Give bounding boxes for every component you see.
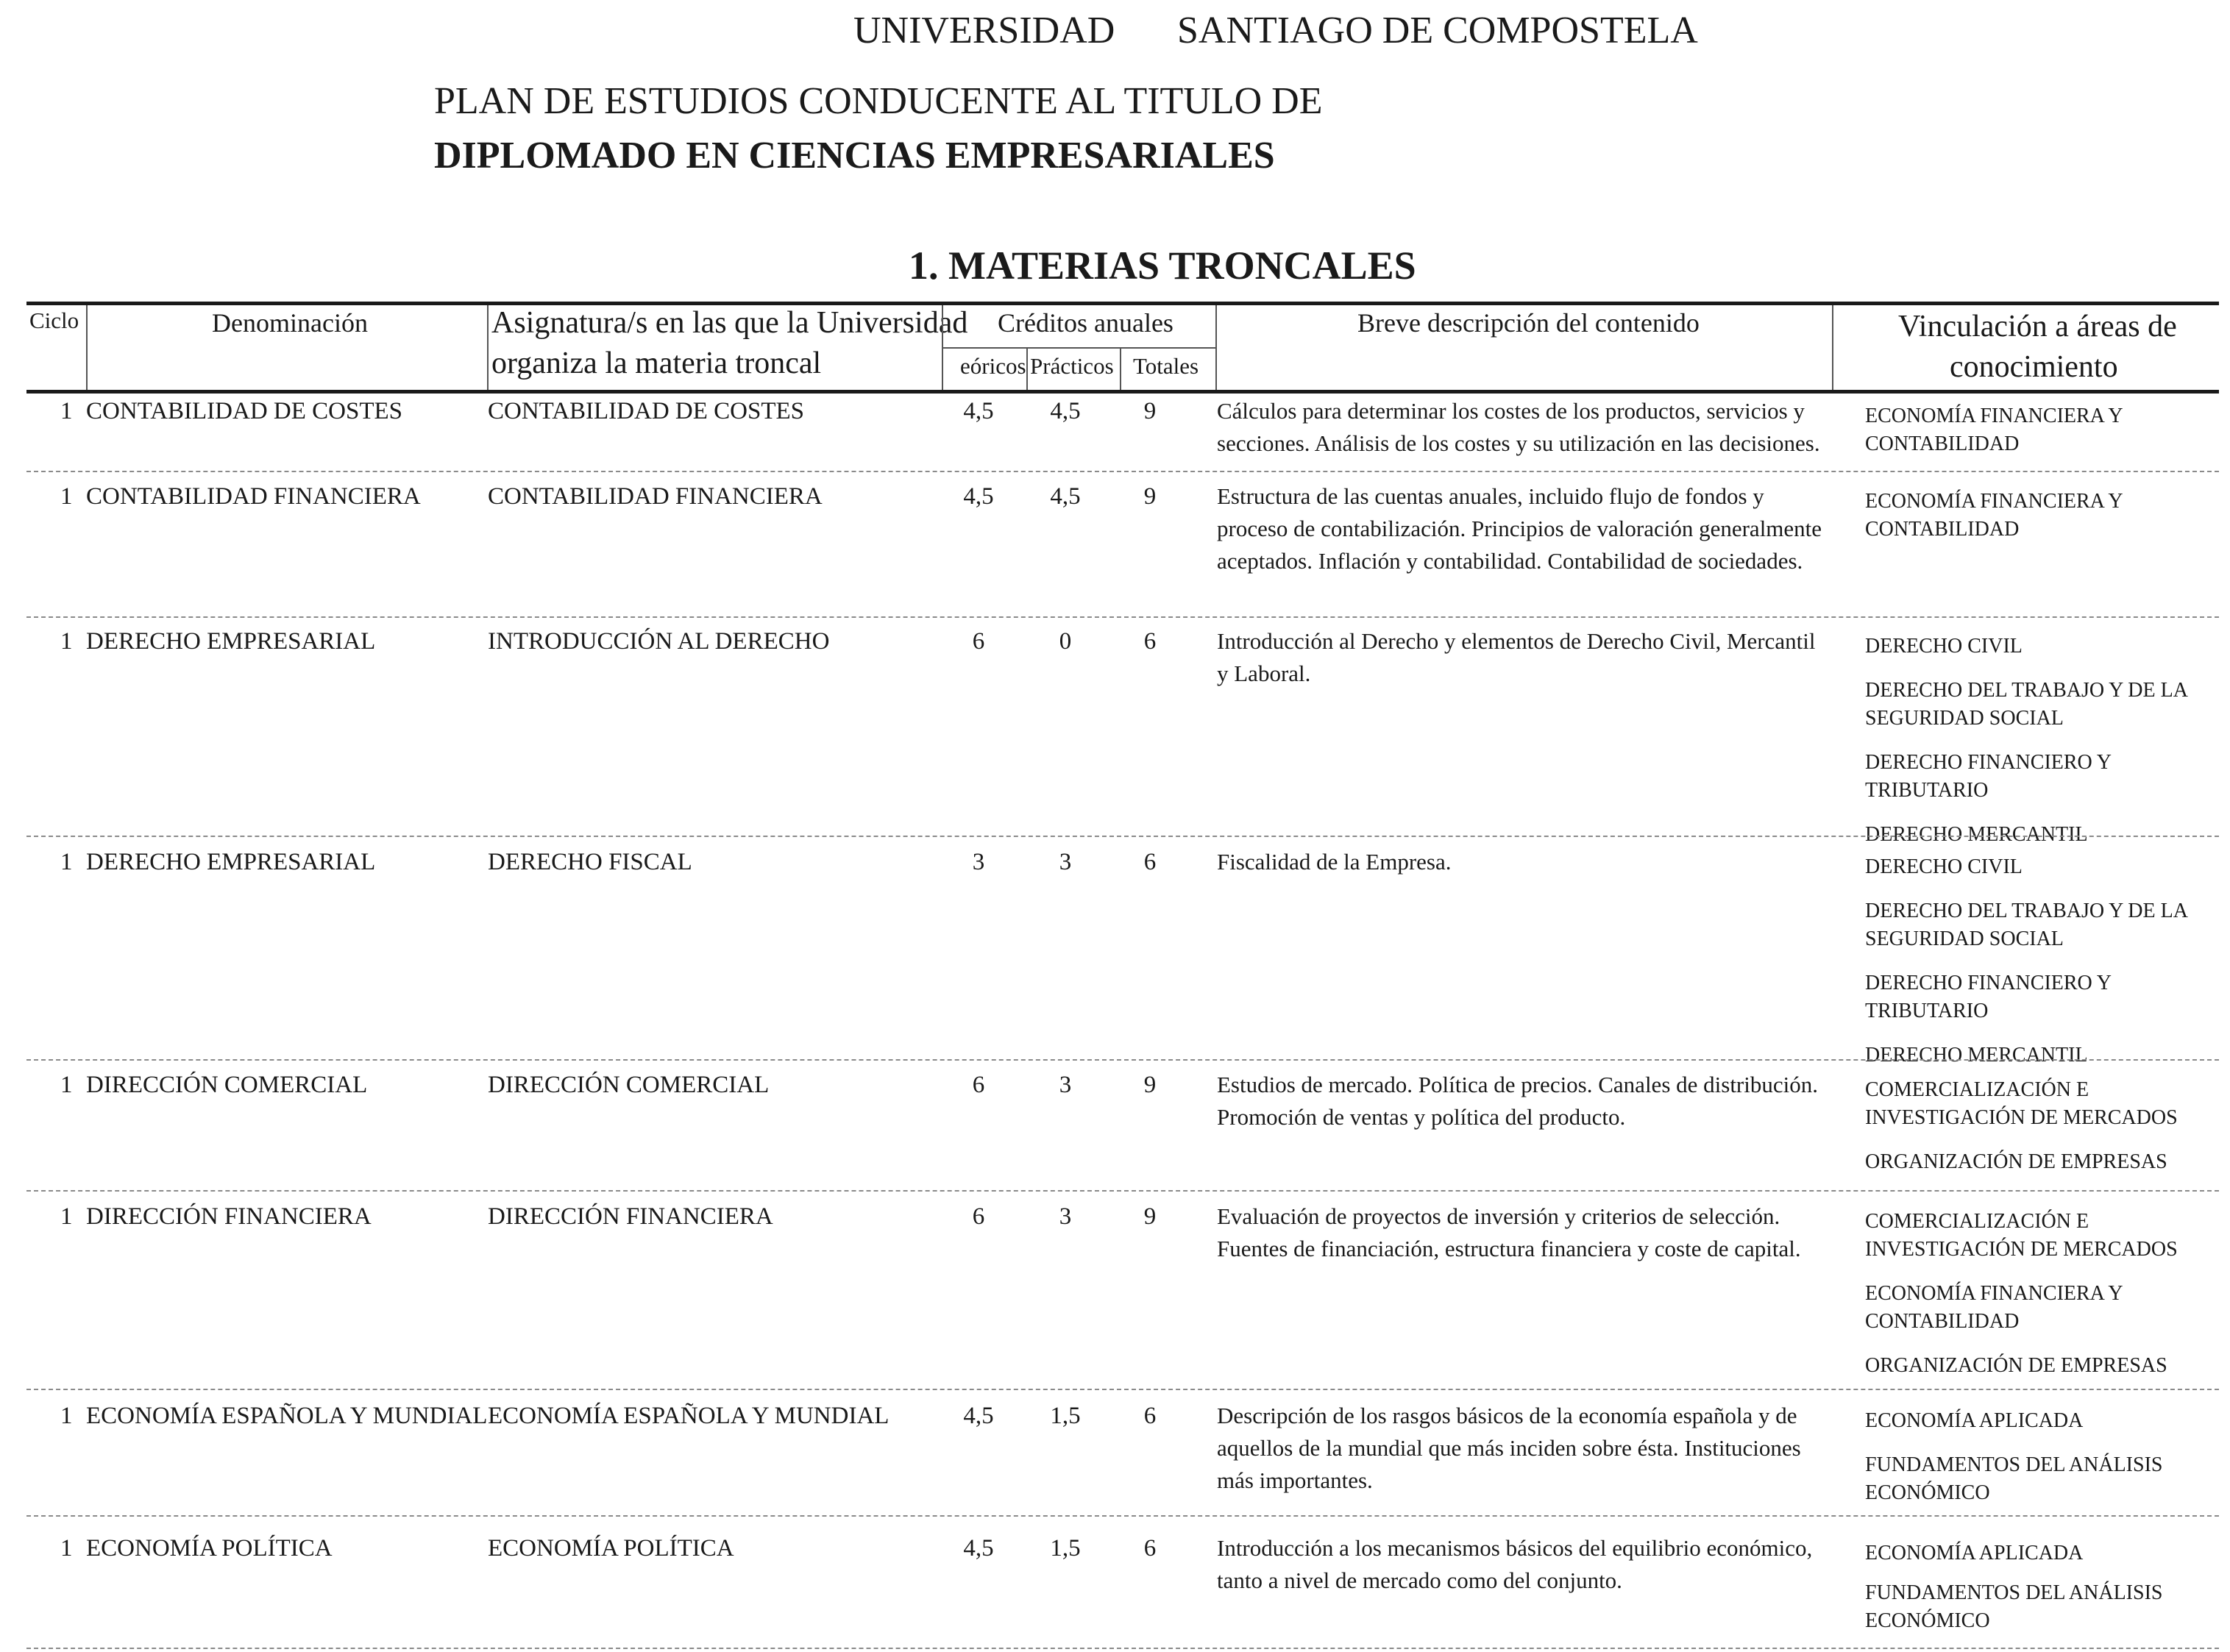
row-descripcion: Descripción de los rasgos básicos de la economía española y de aquellos de la mundial que más inciden sobre ésta. Instituciones más importantes. xyxy=(1217,1403,1801,1493)
row-denominacion: CONTABILIDAD FINANCIERA xyxy=(86,483,421,510)
row-descripcion: Introducción a los mecanismos básicos del equilibrio económico, tanto a nivel de mercado como del conjunto. xyxy=(1217,1535,1813,1593)
row-asignatura: DIRECCIÓN FINANCIERA xyxy=(488,1203,773,1230)
row-denominacion: ECONOMÍA POLÍTICA xyxy=(86,1535,333,1562)
row-separator xyxy=(26,471,2219,472)
area-item: ECONOMÍA FINANCIERA Y CONTABILIDAD xyxy=(1865,405,2123,455)
header-teoricos: eóricos xyxy=(960,353,1026,379)
row-asignatura: ECONOMÍA ESPAÑOLA Y MUNDIAL xyxy=(488,1403,889,1429)
row-ciclo: 1 xyxy=(60,1203,73,1230)
area-item: DERECHO FINANCIERO Y TRIBUTARIO xyxy=(1865,972,2111,1022)
row-practicos: 0 xyxy=(1059,628,1072,655)
area-item: DERECHO DEL TRABAJO Y DE LA SEGURIDAD SOCIAL xyxy=(1865,900,2187,950)
row-descripcion: Estudios de mercado. Política de precios. Canales de distribución. Promoción de ventas y política del producto. xyxy=(1217,1072,1818,1130)
row-teoricos: 4,5 xyxy=(963,483,994,510)
area-item: FUNDAMENTOS DEL ANÁLISIS ECONÓMICO xyxy=(1865,1581,2163,1632)
row-denominacion: DIRECCIÓN COMERCIAL xyxy=(86,1072,368,1098)
row-areas xyxy=(1865,1076,2226,1192)
area-item: DERECHO MERCANTIL xyxy=(1865,823,2088,846)
row-practicos: 4,5 xyxy=(1050,483,1081,510)
header-practicos: Prácticos xyxy=(1030,353,1114,379)
section-title: 1. MATERIAS TRONCALES xyxy=(909,243,1416,288)
row-teoricos: 6 xyxy=(972,1203,985,1230)
row-teoricos: 4,5 xyxy=(963,1403,994,1429)
row-separator xyxy=(26,1389,2219,1390)
row-totales: 6 xyxy=(1143,1535,1157,1562)
row-ciclo: 1 xyxy=(60,483,73,510)
area-item: ECONOMÍA FINANCIERA Y CONTABILIDAD xyxy=(1865,490,2123,541)
area-item: DERECHO CIVIL xyxy=(1865,855,2023,878)
row-descripcion: Introducción al Derecho y elementos de Derecho Civil, Mercantil y Laboral. xyxy=(1217,628,1816,686)
row-practicos: 1,5 xyxy=(1050,1535,1081,1562)
header-divider xyxy=(86,305,88,390)
area-item: ECONOMÍA APLICADA xyxy=(1865,1542,2084,1564)
header-divider xyxy=(1832,305,1833,390)
header-creditos: Créditos anuales xyxy=(998,308,1173,338)
row-teoricos: 3 xyxy=(972,849,985,875)
header-denominacion: Denominación xyxy=(212,308,368,338)
area-item: FUNDAMENTOS DEL ANÁLISIS ECONÓMICO xyxy=(1865,1453,2163,1504)
row-practicos: 3 xyxy=(1059,1072,1072,1098)
header-ciclo: Ciclo xyxy=(29,307,79,333)
row-practicos: 1,5 xyxy=(1050,1403,1081,1429)
row-areas xyxy=(1865,402,2226,474)
university-label: UNIVERSIDAD xyxy=(853,10,1115,51)
row-totales: 9 xyxy=(1143,483,1157,510)
area-item: ORGANIZACIÓN DE EMPRESAS xyxy=(1865,1150,2167,1173)
area-item: ECONOMÍA APLICADA xyxy=(1865,1409,2084,1432)
row-asignatura: CONTABILIDAD DE COSTES xyxy=(488,398,805,424)
header-divider xyxy=(1215,305,1217,390)
header-creditos-underline xyxy=(942,347,1215,349)
row-asignatura: DIRECCIÓN COMERCIAL xyxy=(488,1072,770,1098)
row-ciclo: 1 xyxy=(60,628,73,655)
row-areas xyxy=(1865,1208,2226,1396)
area-item: ORGANIZACIÓN DE EMPRESAS xyxy=(1865,1354,2167,1377)
row-separator xyxy=(26,1190,2219,1192)
row-descripcion: Estructura de las cuentas anuales, incluido flujo de fondos y proceso de contabilización. Principios de valoración generalmente aceptados. Inflación y contabilidad. Contabilidad de sociedades. xyxy=(1217,483,1822,574)
table-top-rule xyxy=(26,302,2219,305)
area-item: ECONOMÍA FINANCIERA Y CONTABILIDAD xyxy=(1865,1282,2123,1333)
row-practicos: 3 xyxy=(1059,1203,1072,1230)
area-item: COMERCIALIZACIÓN E INVESTIGACIÓN DE MERCADOS xyxy=(1865,1210,2178,1261)
row-separator xyxy=(26,836,2219,837)
row-ciclo: 1 xyxy=(60,849,73,875)
header-asignatura-line1: Asignatura/s en las que la Universidad xyxy=(491,306,968,340)
row-totales: 9 xyxy=(1143,1072,1157,1098)
row-asignatura: CONTABILIDAD FINANCIERA xyxy=(488,483,823,510)
row-ciclo: 1 xyxy=(60,1072,73,1098)
header-asignatura-line2: organiza la materia troncal xyxy=(491,346,822,380)
degree-title: DIPLOMADO EN CIENCIAS EMPRESARIALES xyxy=(434,135,1275,177)
row-areas xyxy=(1865,1539,2226,1635)
row-descripcion: Fiscalidad de la Empresa. xyxy=(1217,849,1452,875)
row-separator xyxy=(26,616,2219,618)
row-ciclo: 1 xyxy=(60,398,73,424)
row-descripcion: Evaluación de proyectos de inversión y criterios de selección. Fuentes de financiación, estructura financiera y coste de capital. xyxy=(1217,1203,1801,1261)
area-item: DERECHO MERCANTIL xyxy=(1865,1044,2088,1067)
row-areas xyxy=(1865,1407,2226,1523)
row-practicos: 4,5 xyxy=(1050,398,1081,424)
row-separator xyxy=(26,1059,2219,1061)
row-asignatura: INTRODUCCIÓN AL DERECHO xyxy=(488,628,830,655)
row-teoricos: 6 xyxy=(972,628,985,655)
header-divider xyxy=(487,305,489,390)
area-item: DERECHO FINANCIERO Y TRIBUTARIO xyxy=(1865,751,2111,802)
row-separator xyxy=(26,1515,2219,1517)
row-totales: 9 xyxy=(1143,1203,1157,1230)
header-divider xyxy=(1026,347,1028,390)
row-totales: 6 xyxy=(1143,849,1157,875)
header-vinculacion-line1: Vinculación a áreas de xyxy=(1898,310,2177,343)
row-totales: 6 xyxy=(1143,628,1157,655)
row-separator xyxy=(26,1648,2219,1649)
header-descripcion: Breve descripción del contenido xyxy=(1357,308,1700,338)
header-vinculacion-line2: conocimiento xyxy=(1950,350,2118,384)
area-item: DERECHO DEL TRABAJO Y DE LA SEGURIDAD SOCIAL xyxy=(1865,679,2187,730)
row-ciclo: 1 xyxy=(60,1535,73,1562)
header-divider xyxy=(1120,347,1121,390)
row-denominacion: CONTABILIDAD DE COSTES xyxy=(86,398,403,424)
row-practicos: 3 xyxy=(1059,849,1072,875)
row-asignatura: ECONOMÍA POLÍTICA xyxy=(488,1535,734,1562)
header-totales: Totales xyxy=(1133,353,1199,379)
row-teoricos: 4,5 xyxy=(963,1535,994,1562)
row-denominacion: DIRECCIÓN FINANCIERA xyxy=(86,1203,372,1230)
area-item: DERECHO CIVIL xyxy=(1865,635,2023,658)
table-header-rule xyxy=(26,390,2219,394)
plan-line: PLAN DE ESTUDIOS CONDUCENTE AL TITULO DE xyxy=(434,80,1323,122)
area-item: COMERCIALIZACIÓN E INVESTIGACIÓN DE MERCADOS xyxy=(1865,1078,2178,1129)
row-areas xyxy=(1865,853,2226,1086)
row-areas xyxy=(1865,633,2226,865)
row-descripcion: Cálculos para determinar los costes de los productos, servicios y secciones. Análisis de los costes y su utilización en las decisiones. xyxy=(1217,398,1820,456)
row-asignatura: DERECHO FISCAL xyxy=(488,849,692,875)
row-ciclo: 1 xyxy=(60,1403,73,1429)
row-totales: 6 xyxy=(1143,1403,1157,1429)
university-name: SANTIAGO DE COMPOSTELA xyxy=(1177,10,1698,51)
row-totales: 9 xyxy=(1143,398,1157,424)
row-denominacion: DERECHO EMPRESARIAL xyxy=(86,628,376,655)
row-denominacion: DERECHO EMPRESARIAL xyxy=(86,849,376,875)
row-teoricos: 6 xyxy=(972,1072,985,1098)
row-teoricos: 4,5 xyxy=(963,398,994,424)
row-areas xyxy=(1865,488,2226,560)
row-denominacion: ECONOMÍA ESPAÑOLA Y MUNDIAL xyxy=(86,1403,488,1429)
